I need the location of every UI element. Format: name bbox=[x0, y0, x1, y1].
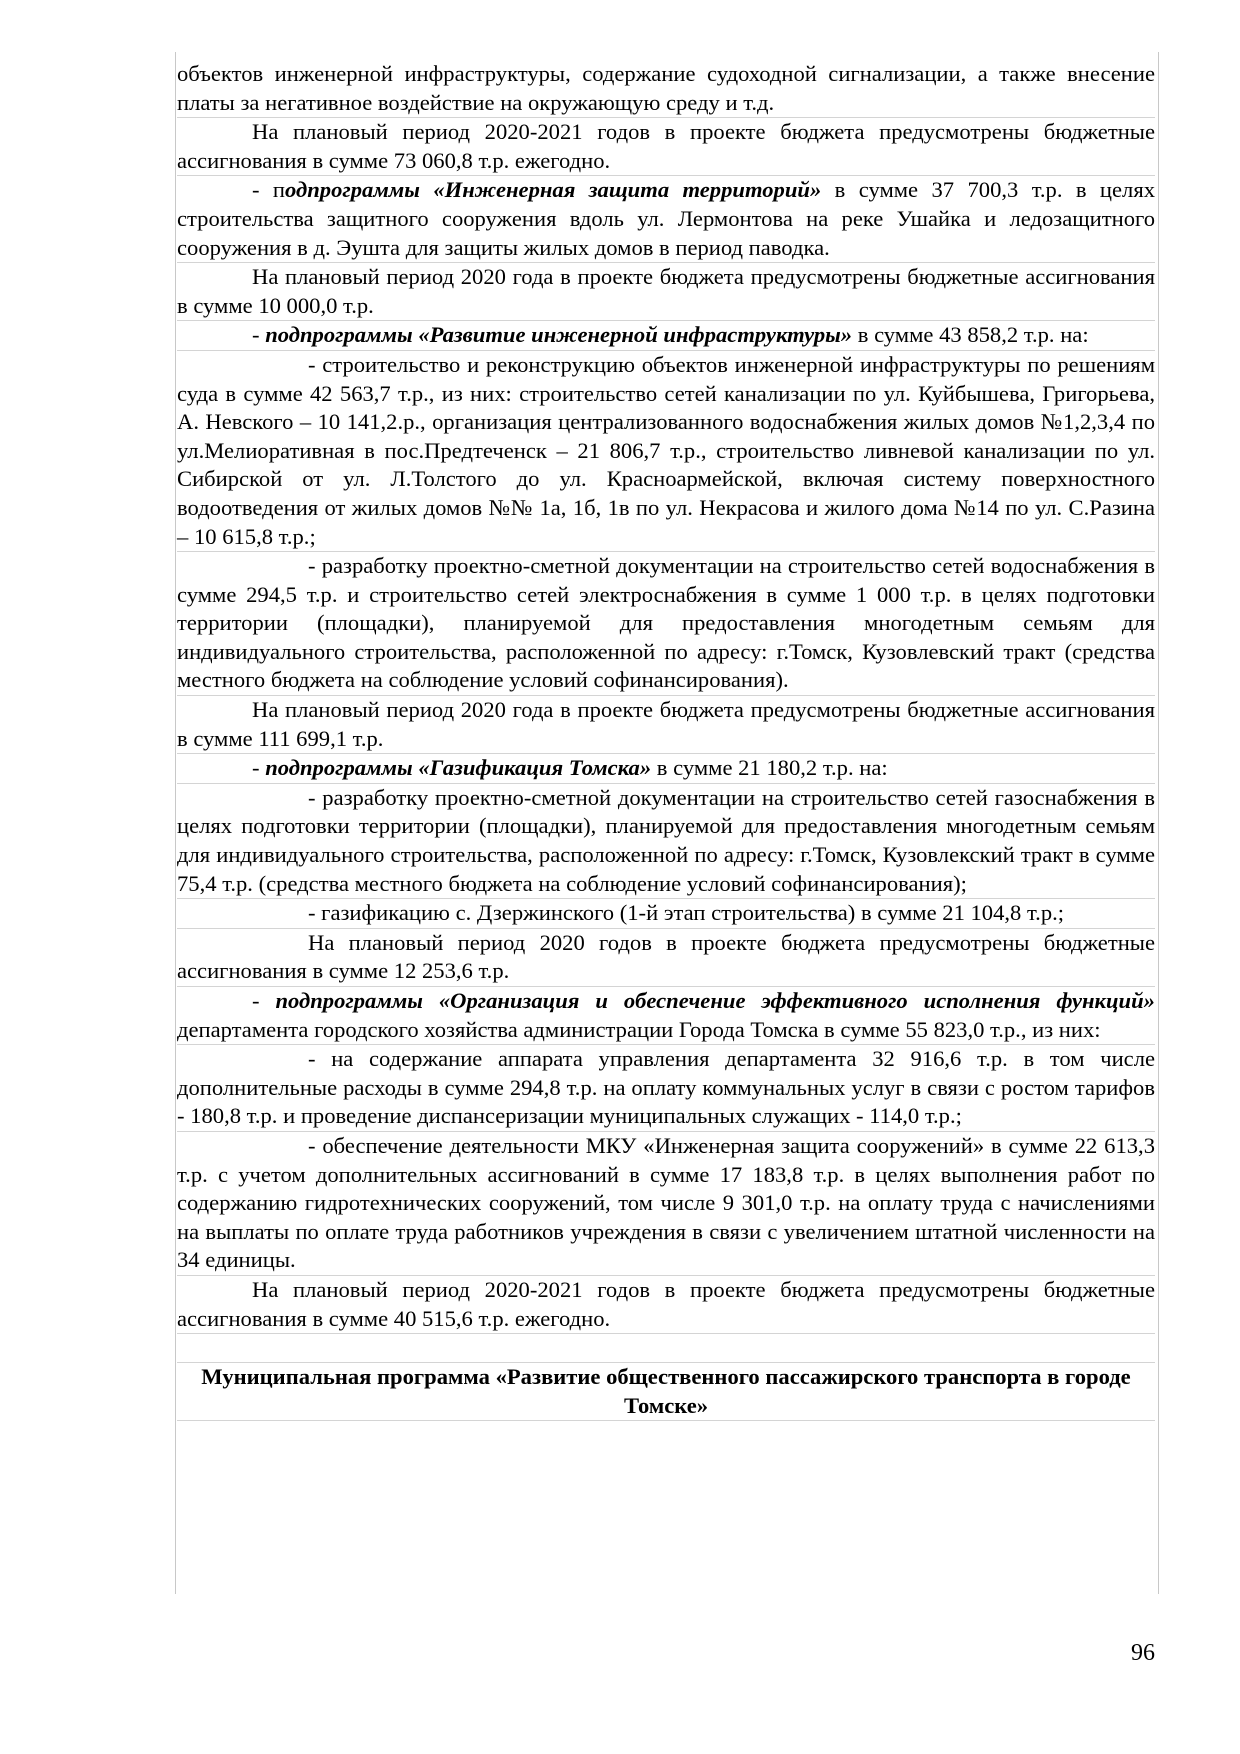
dash: - bbox=[252, 755, 266, 781]
paragraph-11: - газификацию с. Дзержинского (1-й этап строительства) в сумме 21 104,8 т.р.; bbox=[177, 899, 1155, 929]
subprogram-amount-text: в сумме 37 700,3 т.р. в целях строительства защитного сооружения вдоль ул. Лермонтова на реке Ушайка и ледозащитного сооружения в д. Эушта для защиты жилых домов в период паводка. bbox=[177, 177, 1156, 260]
dash: - bbox=[252, 988, 276, 1013]
subprogram-title: подпрограммы «Организация и обеспечение эффективного исполнения функций» bbox=[275, 988, 1155, 1013]
dash: - bbox=[252, 322, 266, 348]
paragraph-16: На плановый период 2020-2021 годов в проекте бюджета предусмотрены бюджетные ассигнования в сумме 40 515,6 т.р. ежегодно. bbox=[177, 1276, 1155, 1334]
section-heading: Муниципальная программа «Развитие общественного пассажирского транспорта в городе Томске» bbox=[177, 1363, 1155, 1421]
paragraph-12: На плановый период 2020 годов в проекте бюджета предусмотрены бюджетные ассигнования в сумме 12 253,6 т.р. bbox=[177, 929, 1155, 987]
paragraph-1: объектов инженерной инфраструктуры, содержание судоходной сигнализации, а также внесение платы за негативное воздействие на окружающую среду и т.д. bbox=[177, 60, 1155, 118]
subprogram-amount-text: в сумме 21 180,2 т.р. на: bbox=[651, 755, 888, 781]
subprogram-organization bbox=[177, 987, 1155, 1045]
subprogram-infrastructure bbox=[177, 321, 1155, 351]
paragraph-7: - разработку проектно-сметной документации на строительство сетей водоснабжения в сумме 294,5 т.р. и строительство сетей электроснабжения в сумме 1 000 т.р. в целях подготовки территории (площадки), планируемой для предоставления многодетным семьям для индивидуального строительства, расположенной по адресу: г.Томск, Кузовлевский тракт (средства местного бюджета на соблюдение условий софинансирования). bbox=[177, 552, 1155, 696]
subprogram-title: подпрограммы «Газификация Томска» bbox=[265, 755, 652, 781]
body-text bbox=[177, 60, 1155, 1421]
paragraph-8: На плановый период 2020 года в проекте бюджета предусмотрены бюджетные ассигнования в сумме 111 699,1 т.р. bbox=[177, 696, 1155, 754]
page-number: 96 bbox=[1131, 1640, 1155, 1666]
subprogram-gasification bbox=[177, 754, 1155, 784]
paragraph-14: - на содержание аппарата управления департамента 32 916,6 т.р. в том числе дополнительные расходы в сумме 294,8 т.р. на оплату коммунальных услуг в связи с ростом тарифов - 180,8 т.р. и проведение диспансеризации муниципальных служащих - 114,0 т.р.; bbox=[177, 1045, 1155, 1132]
paragraph-10: - разработку проектно-сметной документации на строительство сетей газоснабжения в целях подготовки территории (площадки), планируемой для предоставления многодетным семьям для индивидуального строительства, расположенной по адресу: г.Томск, Кузовлекский тракт в сумме 75,4 т.р. (средства местного бюджета на соблюдение условий софинансирования); bbox=[177, 784, 1155, 899]
paragraph-4: На плановый период 2020 года в проекте бюджета предусмотрены бюджетные ассигнования в сумме 10 000,0 т.р. bbox=[177, 263, 1155, 321]
subprogram-amount-text: департамента городского хозяйства администрации Города Томска в сумме 55 823,0 т.р., из них: bbox=[177, 1016, 1101, 1042]
paragraph-2: На плановый период 2020-2021 годов в проекте бюджета предусмотрены бюджетные ассигнования в сумме 73 060,8 т.р. ежегодно. bbox=[177, 118, 1155, 176]
subprogram-engineering-protection bbox=[177, 176, 1155, 263]
dash: - п bbox=[252, 177, 286, 203]
paragraph-15: - обеспечение деятельности МКУ «Инженерная защита сооружений» в сумме 22 613,3 т.р. с учетом дополнительных ассигнований в сумме 17 183,8 т.р. в целях выполнения работ по содержанию гидротехнических сооружений, том числе 9 301,0 т.р. на оплату труда с начислениями на выплаты по оплате труда работников учреждения в связи с увеличением штатной численности на 34 единицы. bbox=[177, 1132, 1155, 1276]
subprogram-title: одпрограммы «Инженерная защита территорий» bbox=[285, 177, 822, 203]
subprogram-amount-text: в сумме 43 858,2 т.р. на: bbox=[852, 322, 1089, 348]
subprogram-title: подпрограммы «Развитие инженерной инфраструктуры» bbox=[265, 322, 853, 348]
spacer bbox=[177, 1334, 1155, 1363]
paragraph-6: - строительство и реконструкцию объектов инженерной инфраструктуры по решениям суда в сумме 42 563,7 т.р., из них: строительство сетей канализации по ул. Куйбышева, Григорьева, А. Невского – 10 141,2.р., организация централизованного водоснабжения жилых домов №1,2,3,4 по ул.Мелиоративная в пос.Предтеченск – 21 806,7 т.р., строительство ливневой канализации по ул. Сибирской от ул. Л.Толстого до ул. Красноармейской, включая систему поверхностного водоотведения от жилых домов №№ 1а, 1б, 1в по ул. Некрасова и жилого дома №14 по ул. С.Разина – 10 615,8 т.р.; bbox=[177, 351, 1155, 552]
